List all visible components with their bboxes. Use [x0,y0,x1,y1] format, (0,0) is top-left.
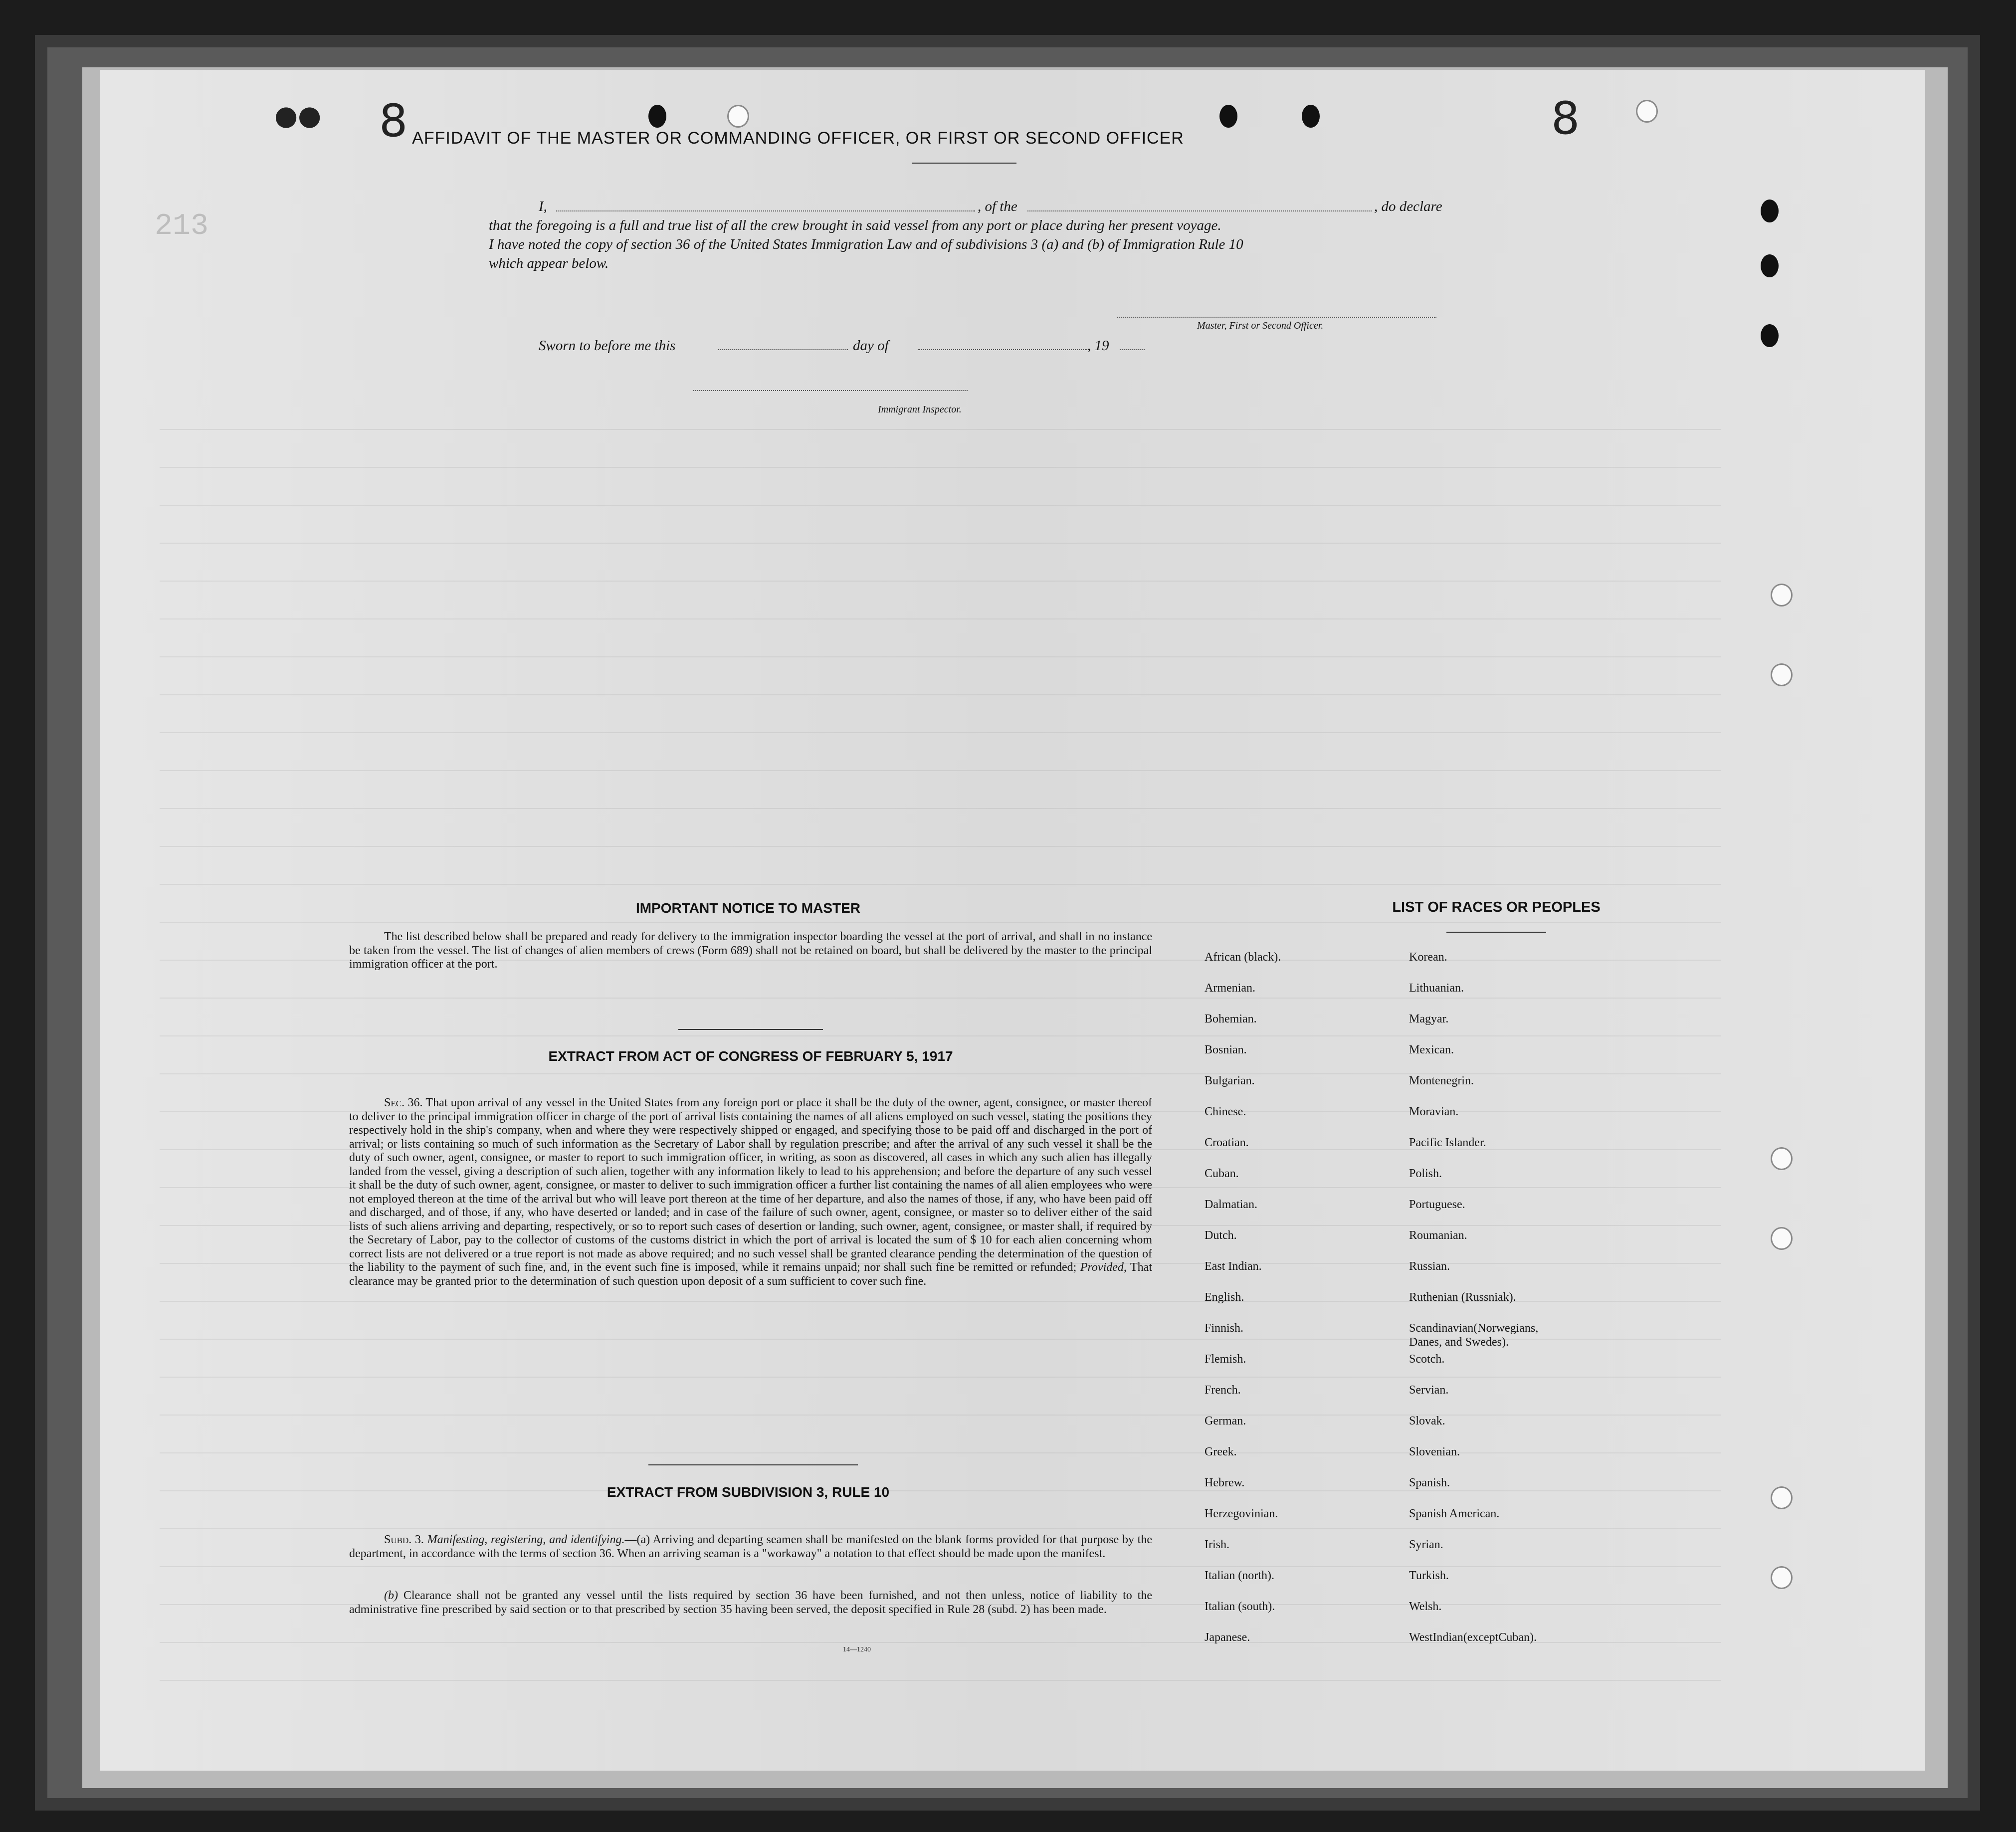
race-item: East Indian. [1205,1260,1262,1273]
subd-a-text: —(a) Arriving and departing seamen shall be manifested on the blank forms provided for that purpose by the department, in accordance with the terms of section 36. When an arriving seaman is a "workaway" a notation to that effect should be made upon the manifest. [349,1533,1152,1560]
sworn-day-blank [718,349,848,350]
bleed-through-line [160,429,1721,430]
race-item: WestIndian(exceptCuban). [1409,1631,1537,1644]
punch-hole-icon [1771,1566,1793,1589]
race-item: Scandinavian(Norwegians, Danes, and Swedes). [1409,1322,1539,1349]
race-item: Bohemian. [1205,1013,1257,1025]
proviso-label: Provided, [1080,1261,1127,1274]
race-item: Dalmatian. [1205,1198,1257,1211]
bleed-through-line [160,656,1721,657]
race-item: Japanese. [1205,1631,1250,1644]
notice-title: IMPORTANT NOTICE TO MASTER [635,900,861,916]
punch-hole-icon [1771,663,1793,686]
race-item: African (black). [1205,951,1281,964]
affidavit-line-i: I, [539,199,547,214]
race-item: Roumanian. [1409,1229,1467,1242]
affidavit-line-2: that the foregoing is a full and true list of all the crew brought in said vessel from any port or place during her present voyage. [489,217,1221,233]
punch-hole-icon [1302,105,1320,128]
bleed-through-line [160,581,1721,582]
subd-heading: Manifesting, registering, and identifying. [427,1533,625,1546]
race-item: Polish. [1409,1167,1442,1180]
race-item: Mexican. [1409,1043,1454,1056]
rule-title: EXTRACT FROM SUBDIVISION 3, RULE 10 [606,1484,890,1500]
race-item: Slovak. [1409,1415,1445,1427]
bleed-through-line [160,846,1721,847]
race-item: Russian. [1409,1260,1450,1273]
sworn-label: Sworn to before me this [539,338,676,354]
race-item: Finnish. [1205,1322,1244,1335]
sworn-day-label: day of [853,338,889,354]
race-item: Welsh. [1409,1600,1442,1613]
race-item: German. [1205,1415,1246,1427]
punch-hole-icon [1761,254,1779,277]
bleed-through-line [160,618,1721,619]
title-underline [912,163,1016,164]
race-item: Hebrew. [1205,1476,1245,1489]
race-item: Chinese. [1205,1105,1246,1118]
punch-hole-icon [648,105,666,128]
subd-b-label: (b) [384,1589,398,1602]
divider [678,1029,823,1030]
race-item: Bosnian. [1205,1043,1247,1056]
race-item: Dutch. [1205,1229,1237,1242]
punch-hole-icon [1761,324,1779,347]
race-item: Cuban. [1205,1167,1239,1180]
affidavit-line-of: , of the [978,199,1017,214]
act-text [349,1096,1152,1288]
subd-label: Subd. 3. [384,1533,424,1546]
race-item: Bulgarian. [1205,1074,1255,1087]
race-item: Greek. [1205,1445,1237,1458]
bleed-through-line [160,1452,1721,1453]
inspector-signature-blank [693,390,968,391]
affidavit-line-3: I have noted the copy of section 36 of the United States Immigration Law and of subdivisions 3 (a) and (b) of Immigration Rule 10 [489,236,1243,252]
race-item: Lithuanian. [1409,982,1464,995]
bleed-through-line [160,1415,1721,1416]
punch-hole-icon [1771,1486,1793,1509]
race-item: Scotch. [1409,1353,1445,1366]
race-item: Korean. [1409,951,1447,964]
master-name-blank [556,210,975,211]
divider [1446,932,1546,933]
bleed-through-line [160,770,1721,771]
races-title: LIST OF RACES OR PEOPLES [1392,899,1601,915]
punch-hole-icon [1771,584,1793,607]
race-item: Montenegrin. [1409,1074,1474,1087]
bleed-through-line [160,808,1721,809]
race-item: Syrian. [1409,1538,1443,1551]
handwritten-number-left: 8 [379,95,408,147]
race-item: Ruthenian (Russniak). [1409,1291,1516,1304]
race-item: French. [1205,1384,1241,1397]
subd-b-text: Clearance shall not be granted any vessel until the lists required by section 36 have been furnished, and not then unless, notice of liability to the administrative fine prescribed by said section or to that prescribed by section 35 having been served, the deposit specified in Rule 28 (subd. 2) has been made. [349,1589,1153,1616]
bleed-through-line [160,1035,1721,1036]
handwritten-number-right: 8 [1551,92,1580,145]
bleed-through-line [160,1528,1721,1529]
bleed-through-line [160,1680,1721,1681]
punch-hole-icon [727,105,749,128]
bleed-through-line [160,1377,1721,1378]
race-item: English. [1205,1291,1244,1304]
signature-label: Master, First or Second Officer. [1197,320,1324,331]
race-item: Magyar. [1409,1013,1449,1025]
race-item: Turkish. [1409,1569,1449,1582]
punch-hole-icon [1761,200,1779,222]
rule-a-text [349,1533,1152,1561]
bleed-through-line [160,998,1721,999]
affidavit-title: AFFIDAVIT OF THE MASTER OR COMMANDING OFFICER, OR FIRST OR SECOND OFFICER [412,129,1184,148]
bleed-through-line [160,505,1721,506]
race-item: Herzegovinian. [1205,1507,1278,1520]
vessel-name-blank [1027,210,1372,211]
punch-hole-icon [1771,1147,1793,1170]
sworn-month-blank [918,349,1087,350]
race-item: Croatian. [1205,1136,1249,1149]
race-item: Servian. [1409,1384,1449,1397]
race-item: Pacific Islander. [1409,1136,1486,1149]
bleed-through-line [160,1073,1721,1074]
proviso-text: That clearance may be granted prior to the determination of such question upon deposit of a sum sufficient to cover such fine. [349,1261,1152,1288]
race-item: Moravian. [1409,1105,1459,1118]
notice-text: The list described below shall be prepared and ready for delivery to the immigration inspector boarding the vessel at the port of arrival, and shall in no instance be taken from the vessel. The list of changes of alien members of crews (Form 689) shall not be retained on board, but shall be delivered by the master to the principal immigration officer at the port. [349,930,1152,971]
section-36-text: That upon arrival of any vessel in the United States from any foreign port or place it shall be the duty of the owner, agent, consignee, or master thereof to deliver to the principal immigration officer in charge of the port of arrival lists containing the names of all aliens employed on such vessel, stating the positions they respectively hold in the ship's company, when and where they were respectively shipped or engaged, and specifying those to be paid off and discharged in the port of arrival; or lists containing so much of such information as the Secretary of Labor shall by regulation prescribe; and after the arrival of any such vessel it shall be the duty of such owner, agent, consignee, or master to report to such immigration officer, in writing, as soon as discovered, all cases in which any such alien has illegally landed from the vessel, giving a description of such alien, together with any information likely to lead to his apprehension; and before the departure of any such vessel it shall be the duty of such owner, agent, consignee, or master to deliver to such immigration officer a further list containing the names of all alien employees who were not employed thereon at the time of the arrival but who will leave port thereon at the time of her departure, and also the names of those, if any, who have been paid off and discharged, and of those, if any, who have deserted or landed; and in case of the failure of such owner, agent, consignee, or master so to deliver either of the said lists of such aliens arriving and departing, respectively, or so to report such cases of desertion or landing, such owner, agent, consignee, or master shall, if required by the Secretary of Labor, pay to the collector of customs of the customs district in which the port of arrival is located the sum of $ 10 for each alien concerning whom correct lists are not delivered or a true report is not made as above required; and no such vessel shall be granted clearance pending the determination of the question of the liability to the payment of such fine, and, in the event such fine is imposed, while it remains unpaid; nor shall such fine be remitted or refunded; [349,1096,1152,1274]
sworn-year-blank [1120,349,1145,350]
race-item: Spanish. [1409,1476,1450,1489]
form-number: 14—1240 [843,1646,871,1653]
race-item: Flemish. [1205,1353,1246,1366]
bleed-through-line [160,922,1721,923]
race-item: Irish. [1205,1538,1229,1551]
race-item: Portuguese. [1409,1198,1465,1211]
race-item: Italian (south). [1205,1600,1275,1613]
bleed-through-line [160,732,1721,733]
bleed-through-line [160,467,1721,468]
act-title: EXTRACT FROM ACT OF CONGRESS OF FEBRUARY 5, 1917 [548,1048,953,1064]
rule-b-text [349,1589,1152,1617]
bleed-through-line [160,543,1721,544]
affidavit-line-4: which appear below. [489,255,609,271]
bleed-through-line [160,884,1721,885]
bleed-through-line [160,1566,1721,1567]
race-item: Spanish American. [1409,1507,1500,1520]
signature-blank [1117,317,1436,318]
manifest-page [100,70,1925,1771]
race-item: Italian (north). [1205,1569,1274,1582]
sworn-year-label: , 19 [1087,338,1109,354]
race-item: Slovenian. [1409,1445,1460,1458]
ledger-ghost-number: 213 [155,209,209,243]
inspector-label: Immigrant Inspector. [878,404,962,415]
divider [648,1464,858,1465]
punch-hole-icon [1636,100,1658,123]
race-item: Armenian. [1205,982,1255,995]
affidavit-line-declare: , do declare [1374,199,1442,214]
corner-scribble-mark: ●● [274,100,322,131]
section-label: Sec. 36. [384,1096,423,1109]
punch-hole-icon [1219,105,1237,128]
punch-hole-icon [1771,1227,1793,1250]
bleed-through-line [160,694,1721,695]
